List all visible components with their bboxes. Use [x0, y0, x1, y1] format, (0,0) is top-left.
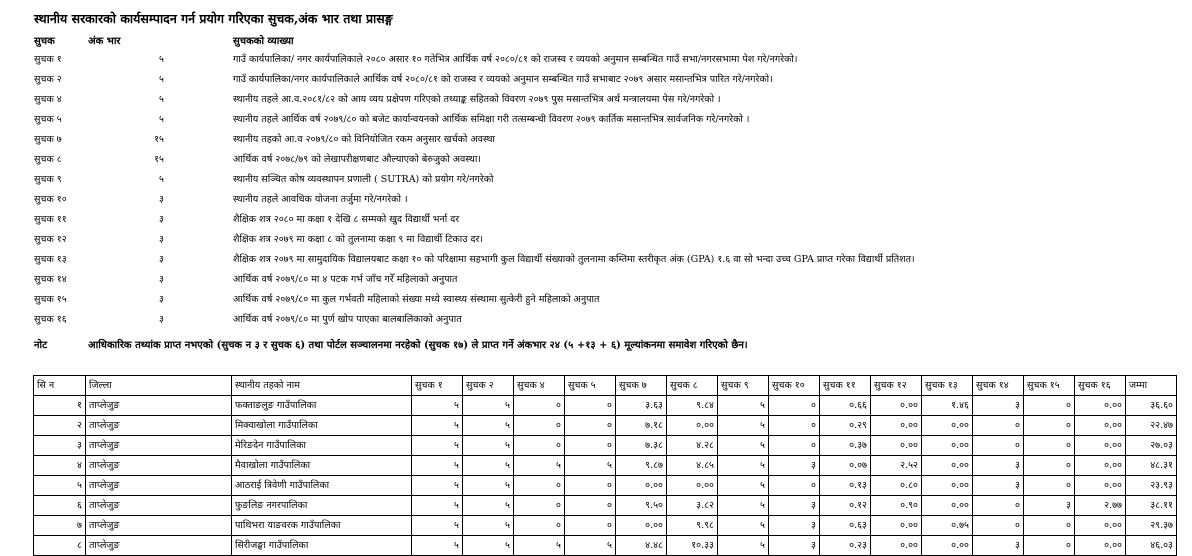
indicator-code: सुचक १०	[34, 194, 67, 205]
table-cell: ०.००	[922, 436, 973, 456]
column-header: सुचक १५	[1024, 376, 1075, 396]
table-cell: ५	[718, 416, 769, 436]
scores-table	[33, 375, 1177, 556]
table-cell: ०	[514, 516, 565, 536]
table-cell: ताप्लेजुङ	[86, 416, 232, 436]
indicator-code: सुचक ९	[34, 174, 62, 185]
indicator-description: शैक्षिक शत्र २०८० मा कक्षा १ देखि ८ सम्मको खुद विद्यार्थी भर्ना दर	[233, 214, 460, 225]
indicator-row	[0, 90, 1192, 110]
indicator-description: आर्थिक वर्ष २०७९/८० मा कुल गर्भवती महिलाको संख्या मध्ये स्वास्थ्य संस्थामा सुत्केरी हुने महिलाको अनुपात	[233, 294, 600, 305]
indicator-description: शैक्षिक शत्र २०७९ मा सामुदायिक विद्यालयबाट कक्षा १० को परिक्षामा सहभागी कुल विद्यार्थी संख्याको तुलनामा कम्तिमा स्तरीकृत अंक (GPA) १.६ वा सो भन्दा उच्च GPA प्राप्त गरेका विद्यार्थी प्रतिशत।	[233, 254, 915, 265]
indicator-row	[0, 170, 1192, 190]
indicator-weight: ३	[159, 314, 164, 325]
table-cell: ताप्लेजुङ	[86, 476, 232, 496]
column-header: सुचक १६	[1075, 376, 1126, 396]
table-cell: ०	[973, 496, 1024, 516]
table-cell: ०.७५	[922, 516, 973, 536]
table-cell: ०	[514, 396, 565, 416]
indicator-row	[0, 190, 1192, 210]
table-row	[34, 396, 1177, 416]
table-cell: फक्ताङलुङ गाउँपालिका	[232, 396, 412, 416]
table-cell: मेरिङदेन गाउँपालिका	[232, 436, 412, 456]
table-cell: ५	[412, 396, 463, 416]
table-cell: ५	[463, 436, 514, 456]
table-cell: ०.६३	[820, 516, 871, 536]
table-cell: ९.९८	[667, 516, 718, 536]
indicator-code: सुचक १२	[34, 234, 67, 245]
table-cell: मैवाखोला गाउँपालिका	[232, 456, 412, 476]
indicator-description: आर्थिक वर्ष २०७८/७९ को लेखापरीक्षणबाट औल्याएको बेरुजुको अवस्था।	[233, 154, 481, 165]
table-cell: ५	[463, 396, 514, 416]
table-cell: ३८.११	[1126, 496, 1177, 516]
indicator-description: आर्थिक वर्ष २०७९/८० मा पुर्ण खोप पाएका बालबालिकाको अनुपात	[233, 314, 462, 325]
table-cell: ७.१८	[616, 416, 667, 436]
table-cell: ४६.०३	[1126, 536, 1177, 556]
table-cell: ५	[718, 476, 769, 496]
table-cell: ताप्लेजुङ	[86, 496, 232, 516]
table-cell: ताप्लेजुङ	[86, 516, 232, 536]
table-cell: ५	[463, 536, 514, 556]
table-cell: ४.४८	[616, 536, 667, 556]
table-cell: ताप्लेजुङ	[86, 396, 232, 416]
indicator-weight-header: अंक भार	[88, 36, 121, 47]
table-cell: ५	[34, 476, 86, 496]
table-cell: ५	[412, 436, 463, 456]
table-cell: ०.२९	[820, 416, 871, 436]
column-header: सुचक ९	[718, 376, 769, 396]
indicator-weight: १५	[154, 134, 164, 145]
table-cell: ०.३७	[820, 436, 871, 456]
table-row	[34, 516, 1177, 536]
table-cell: ५	[412, 456, 463, 476]
table-cell: ताप्लेजुङ	[86, 436, 232, 456]
indicator-description: स्थानीय तहले आर्थिक वर्ष २०७९/८० को बजेट कार्यान्वयनको आर्थिक समिक्षा गरी तत्सम्बन्धी विवरण २०७९ कार्तिक मसान्तभित्र सार्वजनिक गरे/नगरेको ।	[233, 114, 750, 125]
indicator-row	[0, 50, 1192, 70]
table-cell: ५	[412, 516, 463, 536]
table-cell: ०	[1024, 436, 1075, 456]
table-cell: पाथिभरा याङवरक गाउँपालिका	[232, 516, 412, 536]
table-cell: फुङलिङ नगरपालिका	[232, 496, 412, 516]
indicator-row	[0, 150, 1192, 170]
column-header: सि न	[34, 376, 86, 396]
column-header: सुचक १३	[922, 376, 973, 396]
table-cell: ५	[514, 536, 565, 556]
table-cell: मिक्वाखोला गाउँपालिका	[232, 416, 412, 436]
table-cell: ३६.६०	[1126, 396, 1177, 416]
indicator-description-header: सुचकको व्याख्या	[233, 36, 294, 47]
column-header: स्थानीय तहको नाम	[232, 376, 412, 396]
table-row	[34, 456, 1177, 476]
indicator-weight: ३	[159, 214, 164, 225]
table-cell: ५	[412, 416, 463, 436]
table-cell: १.४६	[922, 396, 973, 416]
indicator-description: आर्थिक वर्ष २०७९/८० मा ४ पटक गर्भ जाँच गरेँ महिलाको अनुपात	[233, 274, 458, 285]
table-cell: ताप्लेजुङ	[86, 536, 232, 556]
table-cell: ०	[769, 416, 820, 436]
indicator-row	[0, 250, 1192, 270]
indicator-row	[0, 270, 1192, 290]
column-header: जम्मा	[1126, 376, 1177, 396]
table-cell: ०	[565, 396, 616, 416]
table-cell: ९.८७	[616, 456, 667, 476]
table-cell: ०	[565, 496, 616, 516]
table-cell: ५	[718, 456, 769, 476]
table-cell: ३	[769, 496, 820, 516]
table-row	[34, 436, 1177, 456]
column-header: सुचक १०	[769, 376, 820, 396]
indicator-code: सुचक १४	[34, 274, 67, 285]
table-cell: ०	[1024, 476, 1075, 496]
column-header: सुचक ५	[565, 376, 616, 396]
table-cell: ५	[718, 396, 769, 416]
column-header: सुचक १२	[871, 376, 922, 396]
indicator-description: गाउँ कार्यपालिका/नगर कार्यपालिकाले आर्थिक वर्ष २०८०/८१ को राजस्व र व्ययको अनुमान सम्बन्धित गाउँ सभाबाट २०७९ असार मसान्तभित्र पारित गरे/नगरेको।	[233, 74, 773, 85]
table-cell: ३	[973, 456, 1024, 476]
indicator-weight: १५	[154, 154, 164, 165]
table-cell: ०.६६	[820, 396, 871, 416]
table-cell: ०.००	[1075, 436, 1126, 456]
table-cell: २९.३७	[1126, 516, 1177, 536]
table-cell: ५	[463, 496, 514, 516]
table-cell: ५	[718, 516, 769, 536]
indicator-weight: ३	[159, 294, 164, 305]
page-title: स्थानीय सरकारको कार्यसम्पादन गर्न प्रयोग गरिएका सुचक,अंक भार तथा प्रासङ्ग	[34, 11, 393, 26]
table-cell: आठराई त्रिवेणी गाउँपालिका	[232, 476, 412, 496]
table-cell: ५	[463, 516, 514, 536]
table-cell: ०	[565, 516, 616, 536]
table-cell: ०.००	[616, 476, 667, 496]
indicator-weight: ५	[159, 174, 164, 185]
table-cell: ३	[973, 536, 1024, 556]
indicator-row	[0, 290, 1192, 310]
indicator-code-header: सुचक	[34, 36, 55, 47]
indicator-code: सुचक १५	[34, 294, 67, 305]
table-cell: ०	[769, 396, 820, 416]
indicator-weight: ५	[159, 114, 164, 125]
table-cell: ०	[769, 476, 820, 496]
table-cell: ०	[565, 416, 616, 436]
table-cell: ५	[463, 416, 514, 436]
table-cell: ३	[769, 516, 820, 536]
table-cell: ८	[34, 536, 86, 556]
indicator-row	[0, 230, 1192, 250]
indicator-code: सुचक १	[34, 54, 62, 65]
table-cell: २७.०३	[1126, 436, 1177, 456]
table-cell: ०	[973, 436, 1024, 456]
table-cell: ४८.३१	[1126, 456, 1177, 476]
table-cell: ०.००	[1075, 516, 1126, 536]
column-header: जिल्ला	[86, 376, 232, 396]
table-cell: ०.०७	[820, 456, 871, 476]
indicator-weight: ५	[159, 94, 164, 105]
table-row	[34, 476, 1177, 496]
column-header: सुचक १	[412, 376, 463, 396]
table-cell: ५	[565, 536, 616, 556]
table-cell: ३.६३	[616, 396, 667, 416]
table-cell: ०	[514, 476, 565, 496]
table-cell: ०.००	[871, 536, 922, 556]
indicator-code: सुचक १६	[34, 314, 67, 325]
table-cell: ५	[412, 476, 463, 496]
indicator-code: सुचक १३	[34, 254, 67, 265]
column-header: सुचक १४	[973, 376, 1024, 396]
table-cell: ३.८२	[667, 496, 718, 516]
table-cell: ०	[565, 476, 616, 496]
table-cell: ९.५०	[616, 496, 667, 516]
indicator-row	[0, 70, 1192, 90]
indicator-code: सुचक ११	[34, 214, 67, 225]
indicator-weight: ५	[159, 54, 164, 65]
indicator-description: गाउँ कार्यपालिका/ नगर कार्यपालिकाले २०८० असार १० गतेभित्र आर्थिक वर्ष २०८०/८१ को राजस्व र व्ययको अनुमान सम्बन्धित गाउँ सभा/नगरसभामा पेश गरे/नगरेको।	[233, 54, 798, 65]
indicator-code: सुचक ४	[34, 94, 62, 105]
indicator-description: शैक्षिक शत्र २०७९ मा कक्षा ८ को तुलनामा कक्षा ९ मा विद्यार्थी टिकाउ दर।	[233, 234, 483, 245]
table-cell: ७.३८	[616, 436, 667, 456]
table-cell: ०.९०	[871, 496, 922, 516]
table-cell: ५	[718, 436, 769, 456]
table-cell: ५	[463, 476, 514, 496]
table-cell: ५	[565, 456, 616, 476]
column-header: सुचक ४	[514, 376, 565, 396]
table-cell: ३	[973, 476, 1024, 496]
table-cell: ०	[514, 416, 565, 436]
table-cell: ०.२३	[820, 536, 871, 556]
table-cell: सिरीजङ्घा गाउँपालिका	[232, 536, 412, 556]
table-cell: ४.२८	[667, 436, 718, 456]
table-cell: २३.९३	[1126, 476, 1177, 496]
table-cell: ०.००	[1075, 416, 1126, 436]
table-cell: १	[34, 396, 86, 416]
indicator-description: स्थानीय तहले आ.व.२०८१/८२ को आय व्यय प्रक्षेपण गरिएको तथ्याङ्क सहितको विवरण २०७९ पुस मसान्तभित्र अर्थ मन्त्रालयमा पेस गरे/नगरेको ।	[233, 94, 721, 105]
table-cell: ०.००	[1075, 476, 1126, 496]
indicator-weight: ५	[159, 74, 164, 85]
table-cell: ०.००	[922, 496, 973, 516]
table-cell: ०	[514, 436, 565, 456]
note-label: नोट	[34, 340, 48, 351]
table-cell: ५	[463, 456, 514, 476]
table-cell: ०.१२	[820, 496, 871, 516]
indicator-description: स्थानीय सञ्चित कोष व्यवस्थापन प्रणाली ( SUTRA) को प्रयोग गरे/नगरेको	[233, 174, 494, 185]
note-text: आधिकारिक तथ्यांक प्राप्त नभएको (सुचक न ३ र सुचक ६) तथा पोर्टल सञ्चालनमा नरहेको (सुचक १७) ले प्राप्त गर्ने अंकभार २४ (५ +१३ + ६) मूल्यांकनमा समावेश गरिएको छैन।	[88, 340, 748, 351]
table-cell: ०	[1024, 536, 1075, 556]
table-cell: ०	[1024, 516, 1075, 536]
table-row	[34, 416, 1177, 436]
indicator-code: सुचक ५	[34, 114, 62, 125]
table-cell: २.७७	[1075, 496, 1126, 516]
indicator-row	[0, 130, 1192, 150]
table-cell: ०.००	[616, 516, 667, 536]
table-cell: ०	[973, 516, 1024, 536]
table-cell: ०.००	[1075, 396, 1126, 416]
table-cell: ५	[718, 496, 769, 516]
indicator-code: सुचक ७	[34, 134, 62, 145]
column-header: सुचक ११	[820, 376, 871, 396]
indicator-weight: ३	[159, 194, 164, 205]
column-header: सुचक ८	[667, 376, 718, 396]
indicator-row	[0, 210, 1192, 230]
table-body	[34, 396, 1177, 556]
table-cell: ०.१३	[820, 476, 871, 496]
table-cell: २२.४७	[1126, 416, 1177, 436]
indicator-row	[0, 110, 1192, 130]
table-cell: ०.००	[922, 456, 973, 476]
table-row	[34, 536, 1177, 556]
table-header-row	[34, 376, 1177, 396]
indicator-weight: ३	[159, 234, 164, 245]
indicator-code: सुचक ८	[34, 154, 62, 165]
table-cell: ०	[769, 436, 820, 456]
table-cell: ५	[412, 536, 463, 556]
table-cell: ०.००	[922, 416, 973, 436]
indicator-description: स्थानीय तहले आवधिक योजना तर्जुमा गरे/नगरेको ।	[233, 194, 408, 205]
table-cell: ०.००	[667, 416, 718, 436]
table-cell: ०	[565, 436, 616, 456]
table-cell: ०.००	[871, 416, 922, 436]
table-cell: ३	[973, 396, 1024, 416]
indicator-weight: ३	[159, 274, 164, 285]
table-cell: ०	[1024, 456, 1075, 476]
table-cell: ताप्लेजुङ	[86, 456, 232, 476]
table-cell: ०.००	[871, 516, 922, 536]
table-cell: २	[34, 416, 86, 436]
table-cell: ०.००	[922, 476, 973, 496]
table-cell: ७	[34, 516, 86, 536]
table-cell: ०	[1024, 416, 1075, 436]
table-cell: ०.००	[871, 436, 922, 456]
table-cell: ०.००	[1075, 456, 1126, 476]
table-cell: ०	[973, 416, 1024, 436]
indicator-description: स्थानीय तहको आ.व २०७९/८० को विनियोजित रकम अनुसार खर्चको अवस्था	[233, 134, 495, 145]
table-cell: ०	[514, 496, 565, 516]
column-header: सुचक २	[463, 376, 514, 396]
table-cell: ९.८४	[667, 396, 718, 416]
indicator-weight: ३	[159, 254, 164, 265]
indicator-code: सुचक २	[34, 74, 62, 85]
table-cell: १०.३३	[667, 536, 718, 556]
table-cell: ०.००	[1075, 536, 1126, 556]
table-cell: ०	[1024, 396, 1075, 416]
table-cell: ०.००	[667, 476, 718, 496]
table-cell: ०.००	[871, 396, 922, 416]
table-cell: ३	[769, 536, 820, 556]
table-cell: ६	[34, 496, 86, 516]
table-row	[34, 496, 1177, 516]
indicator-row	[0, 310, 1192, 330]
column-header: सुचक ७	[616, 376, 667, 396]
table-cell: ३	[34, 436, 86, 456]
table-cell: ४.८५	[667, 456, 718, 476]
table-cell: २.५२	[871, 456, 922, 476]
table-cell: ४	[34, 456, 86, 476]
table-cell: ३	[1024, 496, 1075, 516]
table-cell: ५	[514, 456, 565, 476]
table-cell: ५	[718, 536, 769, 556]
table-cell: ५	[412, 496, 463, 516]
table-cell: ०.८०	[871, 476, 922, 496]
table-cell: ३	[769, 456, 820, 476]
table-cell: ०.००	[922, 536, 973, 556]
